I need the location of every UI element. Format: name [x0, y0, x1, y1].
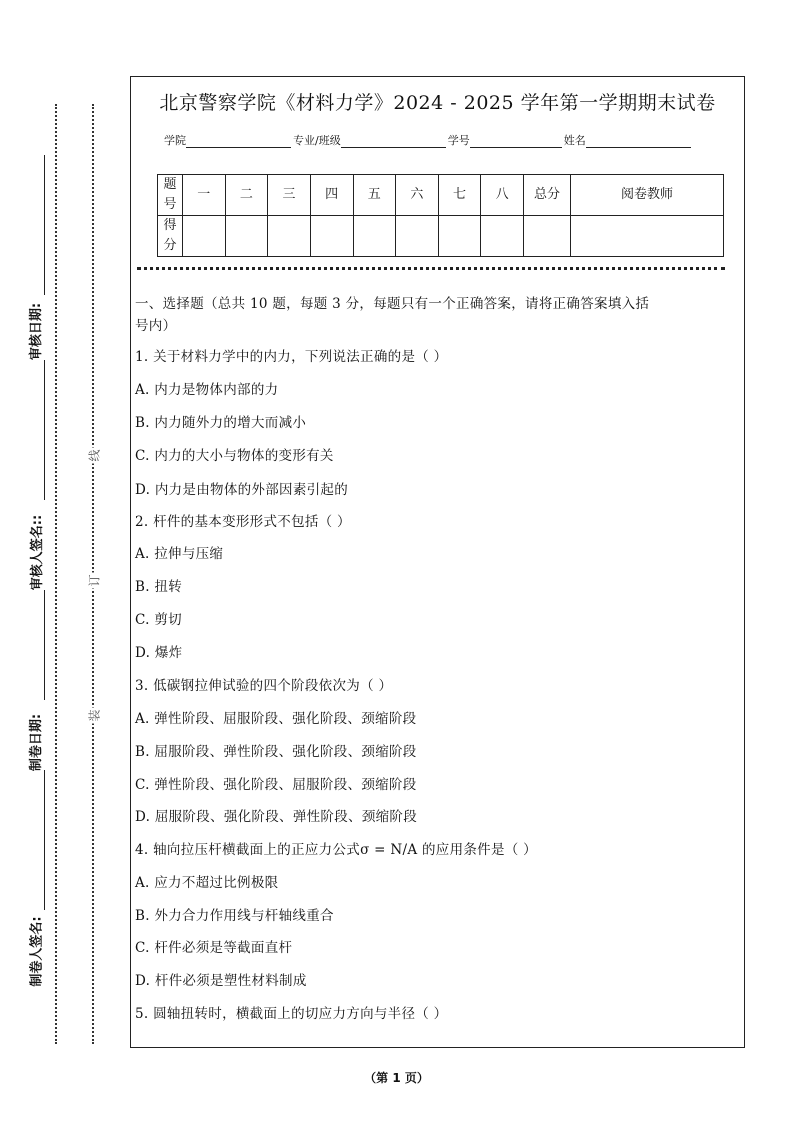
score-row-header: 得分: [158, 216, 183, 257]
option: A. 内力是物体内部的力: [135, 382, 279, 398]
student-id-label: 学号: [447, 134, 470, 147]
exam-title: 北京警察学院《材料力学》2024 - 2025 学年第一学期期末试卷: [159, 92, 716, 114]
header-cell: 七: [438, 175, 481, 216]
page-number: （第 1 页）: [364, 1071, 429, 1085]
reviewer-sign-label: 审核人签名::: [30, 514, 46, 591]
student-info: [164, 132, 693, 148]
score-cell[interactable]: [571, 216, 724, 257]
score-cell[interactable]: [310, 216, 353, 257]
section-heading-cont: 号内）: [135, 318, 177, 334]
make-date-label: 制卷日期:: [29, 713, 45, 772]
score-cell[interactable]: [438, 216, 481, 257]
header-cell: 题号: [158, 175, 183, 216]
margin-dotted-line-outer: [55, 104, 57, 1044]
header-cell: 一: [183, 175, 226, 216]
score-cell[interactable]: [481, 216, 524, 257]
option: D. 内力是由物体的外部因素引起的: [135, 482, 349, 498]
score-cell[interactable]: [396, 216, 439, 257]
name-blank[interactable]: [586, 135, 691, 148]
option: A. 弹性阶段、屈服阶段、强化阶段、颈缩阶段: [135, 711, 417, 727]
score-cell[interactable]: [353, 216, 396, 257]
option: B. 内力随外力的增大而减小: [135, 415, 307, 431]
make-date-line: [44, 590, 45, 700]
question-3: 3. 低碳钢拉伸试验的四个阶段依次为（ ）: [135, 678, 393, 694]
score-cell[interactable]: [524, 216, 571, 257]
header-cell: 八: [481, 175, 524, 216]
dotted-separator: [137, 267, 725, 270]
option: B. 外力合力作用线与杆轴线重合: [135, 908, 334, 924]
header-cell: 总分: [524, 175, 571, 216]
major-class-label: 专业/班级: [293, 134, 341, 147]
score-cell[interactable]: [268, 216, 311, 257]
header-cell: 二: [225, 175, 268, 216]
option: D. 屈服阶段、强化阶段、弹性阶段、颈缩阶段: [135, 809, 418, 825]
question-4: 4. 轴向拉压杆横截面上的正应力公式σ = N/A 的应用条件是（ ）: [135, 842, 537, 858]
section-heading: 一、选择题（总共 10 题，每题 3 分，每题只有一个正确答案，请将正确答案填入括: [135, 296, 650, 312]
option: B. 扭转: [135, 579, 183, 595]
option: A. 应力不超过比例极限: [135, 875, 279, 891]
major-class-blank[interactable]: [341, 135, 446, 148]
reviewer-sign-line: [44, 360, 45, 500]
question-1: 1. 关于材料力学中的内力，下列说法正确的是（ ）: [135, 349, 448, 365]
score-table-header-row: [158, 175, 724, 216]
option: D. 杆件必须是塑性材料制成: [135, 973, 307, 989]
student-id-blank[interactable]: [470, 135, 562, 148]
option: C. 内力的大小与物体的变形有关: [135, 448, 334, 464]
header-cell: 六: [396, 175, 439, 216]
maker-sign-label: 制卷人签名:: [29, 916, 45, 987]
score-cell[interactable]: [183, 216, 226, 257]
option: C. 弹性阶段、强化阶段、屈服阶段、颈缩阶段: [135, 777, 417, 793]
option: A. 拉伸与压缩: [135, 546, 224, 562]
option: C. 杆件必须是等截面直杆: [135, 940, 293, 956]
bind-mark-xian: 线: [87, 449, 102, 462]
header-cell: 五: [353, 175, 396, 216]
header-cell: 三: [268, 175, 311, 216]
question-2: 2. 杆件的基本变形形式不包括（ ）: [135, 514, 351, 530]
score-table: [157, 174, 724, 257]
review-date-label: 审核日期:: [29, 302, 45, 361]
score-cell[interactable]: [225, 216, 268, 257]
option: D. 爆炸: [135, 645, 183, 661]
score-table-score-row: [158, 216, 724, 257]
name-label: 姓名: [563, 134, 586, 147]
review-date-line: [44, 155, 45, 295]
option: C. 剪切: [135, 612, 182, 628]
bind-mark-ding: 订: [87, 574, 102, 587]
header-cell: 四: [310, 175, 353, 216]
option: B. 屈服阶段、弹性阶段、强化阶段、颈缩阶段: [135, 744, 417, 760]
header-cell: 阅卷教师: [571, 175, 724, 216]
question-5: 5. 圆轴扭转时，横截面上的切应力方向与半径（ ）: [135, 1006, 448, 1022]
college-blank[interactable]: [186, 135, 291, 148]
bind-mark-zhuang: 装: [87, 709, 102, 722]
college-label: 学院: [164, 134, 186, 147]
maker-sign-line: [44, 770, 45, 910]
